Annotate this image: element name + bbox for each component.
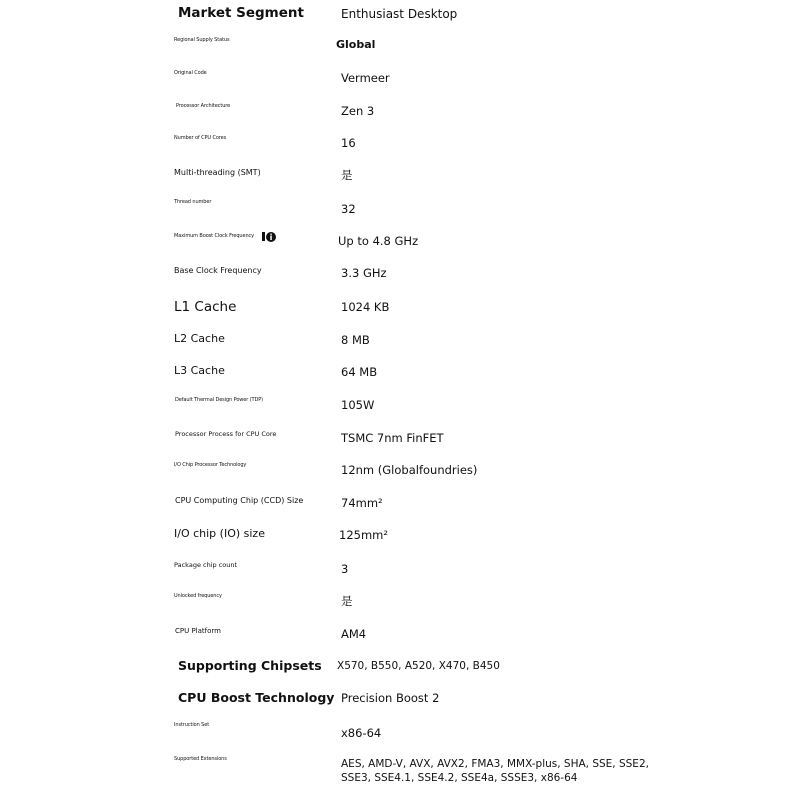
spec-value: Zen 3 <box>341 104 375 118</box>
spec-label: I/O chip (IO) size <box>174 527 265 540</box>
spec-label: L2 Cache <box>174 332 225 345</box>
spec-value: Enthusiast Desktop <box>341 7 458 21</box>
spec-label: Processor Architecture <box>176 103 231 109</box>
spec-value: X570, B550, A520, X470, B450 <box>337 660 500 672</box>
spec-value: Vermeer <box>341 71 390 85</box>
spec-value: Up to 4.8 GHz <box>338 234 419 248</box>
spec-label: Processor Process for CPU Core <box>175 430 277 438</box>
spec-value: TSMC 7nm FinFET <box>341 431 444 445</box>
info-icon[interactable] <box>262 231 276 243</box>
spec-label: L3 Cache <box>174 364 225 377</box>
spec-label: I/O Chip Processor Technology <box>174 462 247 468</box>
spec-label: Default Thermal Design Power (TDP) <box>175 397 264 403</box>
spec-value: 105W <box>341 398 375 412</box>
spec-value: 12nm (Globalfoundries) <box>341 463 478 477</box>
spec-value: x86-64 <box>341 726 382 740</box>
spec-value: 74mm² <box>341 496 383 510</box>
spec-label: CPU Boost Technology <box>178 690 335 705</box>
spec-label: Regional Supply Status <box>174 37 230 43</box>
spec-value: 1024 KB <box>341 300 390 314</box>
spec-label: Instruction Set <box>174 722 210 728</box>
spec-label: CPU Computing Chip (CCD) Size <box>175 496 304 505</box>
spec-label: Multi-threading (SMT) <box>174 168 261 177</box>
spec-value: 3.3 GHz <box>341 266 387 280</box>
spec-value: 64 MB <box>341 365 378 379</box>
spec-value: 16 <box>341 136 356 150</box>
spec-value: AM4 <box>341 627 367 641</box>
spec-value: 是 <box>341 594 353 608</box>
spec-value: 是 <box>341 168 353 182</box>
spec-value: 125mm² <box>339 528 388 542</box>
spec-label: L1 Cache <box>174 299 237 315</box>
spec-label: Maximum Boost Clock Frequency <box>174 233 255 239</box>
spec-value: Precision Boost 2 <box>341 691 440 705</box>
spec-value: 8 MB <box>341 333 370 347</box>
spec-label: Thread number <box>174 199 212 205</box>
spec-label: Supporting Chipsets <box>178 658 322 673</box>
spec-label: Market Segment <box>178 5 304 21</box>
spec-value: 3 <box>341 562 349 576</box>
spec-value: 32 <box>341 202 356 216</box>
spec-label: Supported Extensions <box>174 756 227 762</box>
spec-label: Number of CPU Cores <box>174 135 227 141</box>
spec-value: AES, AMD-V, AVX, AVX2, FMA3, MMX-plus, SHA, SSE, SSE2, SSE3, SSE4.1, SSE4.2, SSE4a, SSSE3, x86-64 <box>341 758 649 785</box>
spec-label: CPU Platform <box>175 627 221 635</box>
spec-label: Unlocked frequency <box>174 593 222 599</box>
spec-label: Base Clock Frequency <box>174 266 262 275</box>
spec-label: Package chip count <box>174 561 238 569</box>
spec-value: Global <box>336 38 376 51</box>
spec-label: Original Code <box>174 70 207 76</box>
